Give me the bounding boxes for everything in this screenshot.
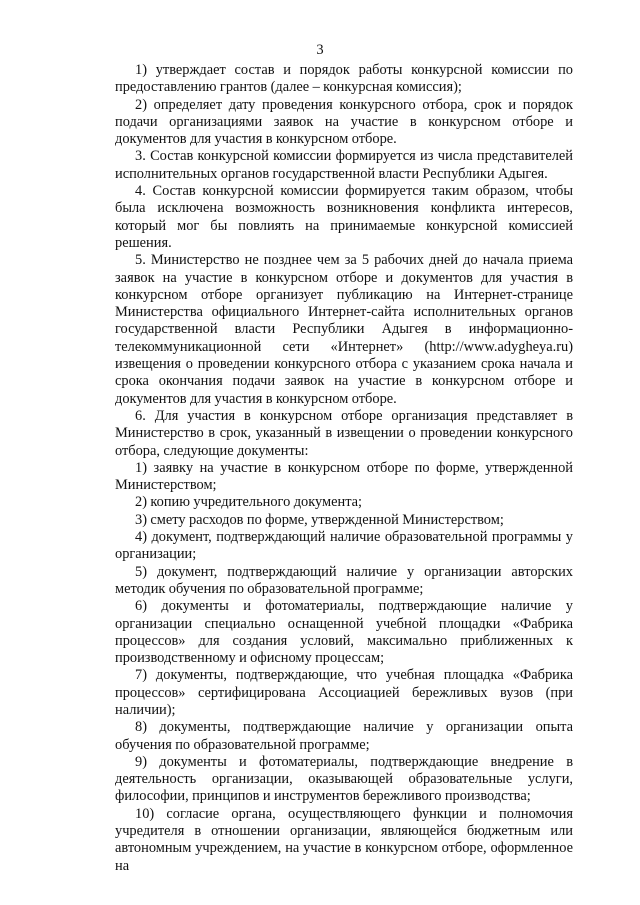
list-item-cost-estimate: 3) смету расходов по форме, утвержденной Министерством; xyxy=(135,511,504,528)
paragraph-publication-notice: 5. Министерство не позднее чем за 5 рабочих дней до начала приема заявок на участие в конкурсном отборе и документов для участия в конкурсном отборе организует публикацию на Интернет-странице Министерства официального Интернет-сайта исполнительных органов государственной власти Республики Адыгея в информационно-телекоммуникационной сети «Интернет» (http://www.adygheya.ru) извещения о проведении конкурсного отбора с указанием срока начала и срока окончания подачи заявок на участие в конкурсном отборе и документов для участия в конкурсном отборе. xyxy=(115,252,573,407)
list-item-founder-consent: 10) согласие органа, осуществляющего функции и полномочия учредителя в отношении организации, являющейся бюджетным или автономным учреждением, на участие в конкурсном отборе, оформленное на xyxy=(115,805,573,874)
paragraph-required-documents: 6. Для участия в конкурсном отборе организация представляет в Министерство в срок, указанный в извещении о проведении конкурсного отбора, следующие документы: xyxy=(115,407,573,459)
list-item-lean-implementation: 9) документы и фотоматериалы, подтверждающие внедрение в деятельность организации, оказывающей образовательные услуги, философии, принципов и инструментов бережливого производства; xyxy=(115,753,573,805)
paragraph-commission-composition: 3. Состав конкурсной комиссии формируется из числа представителей исполнительных органов государственной власти Республики Адыгея. xyxy=(115,148,573,182)
list-item-training-experience: 8) документы, подтверждающие наличие у организации опыта обучения по образовательной программе; xyxy=(115,719,573,753)
list-item-process-factory: 6) документы и фотоматериалы, подтверждающие наличие у организации специально оснащенной учебной площадки «Фабрика процессов» для создания условий, максимально приближенных к производственному и офисному процессам; xyxy=(115,598,573,667)
list-item-educational-program: 4) документ, подтверждающий наличие образовательной программы у организации; xyxy=(115,529,573,563)
paragraph-conflict-of-interest: 4. Состав конкурсной комиссии формируется таким образом, чтобы была исключена возможность возникновения конфликта интересов, который мог бы повлиять на принимаемые конкурсной комиссией решения. xyxy=(115,183,573,251)
list-item-certification: 7) документы, подтверждающие, что учебная площадка «Фабрика процессов» сертифицирована Ассоциацией бережливых вузов (при наличии); xyxy=(115,667,573,718)
paragraph-selection-date: 2) определяет дату проведения конкурсного отбора, срок и порядок подачи организациями заявок на участие в конкурсном отборе и документов для участия в конкурсном отборе. xyxy=(115,96,573,148)
page-number: 3 xyxy=(316,42,324,58)
list-item-author-methods: 5) документ, подтверждающий наличие у организации авторских методик обучения по образовательной программе; xyxy=(115,563,573,597)
list-item-charter-copy: 2) копию учредительного документа; xyxy=(135,494,363,511)
document-body xyxy=(115,62,573,875)
list-item-application: 1) заявку на участие в конкурсном отборе по форме, утвержденной Министерством; xyxy=(115,459,573,494)
paragraph-approve-commission: 1) утверждает состав и порядок работы конкурсной комиссии по предоставлению грантов (далее – конкурсная комиссия); xyxy=(115,62,573,96)
